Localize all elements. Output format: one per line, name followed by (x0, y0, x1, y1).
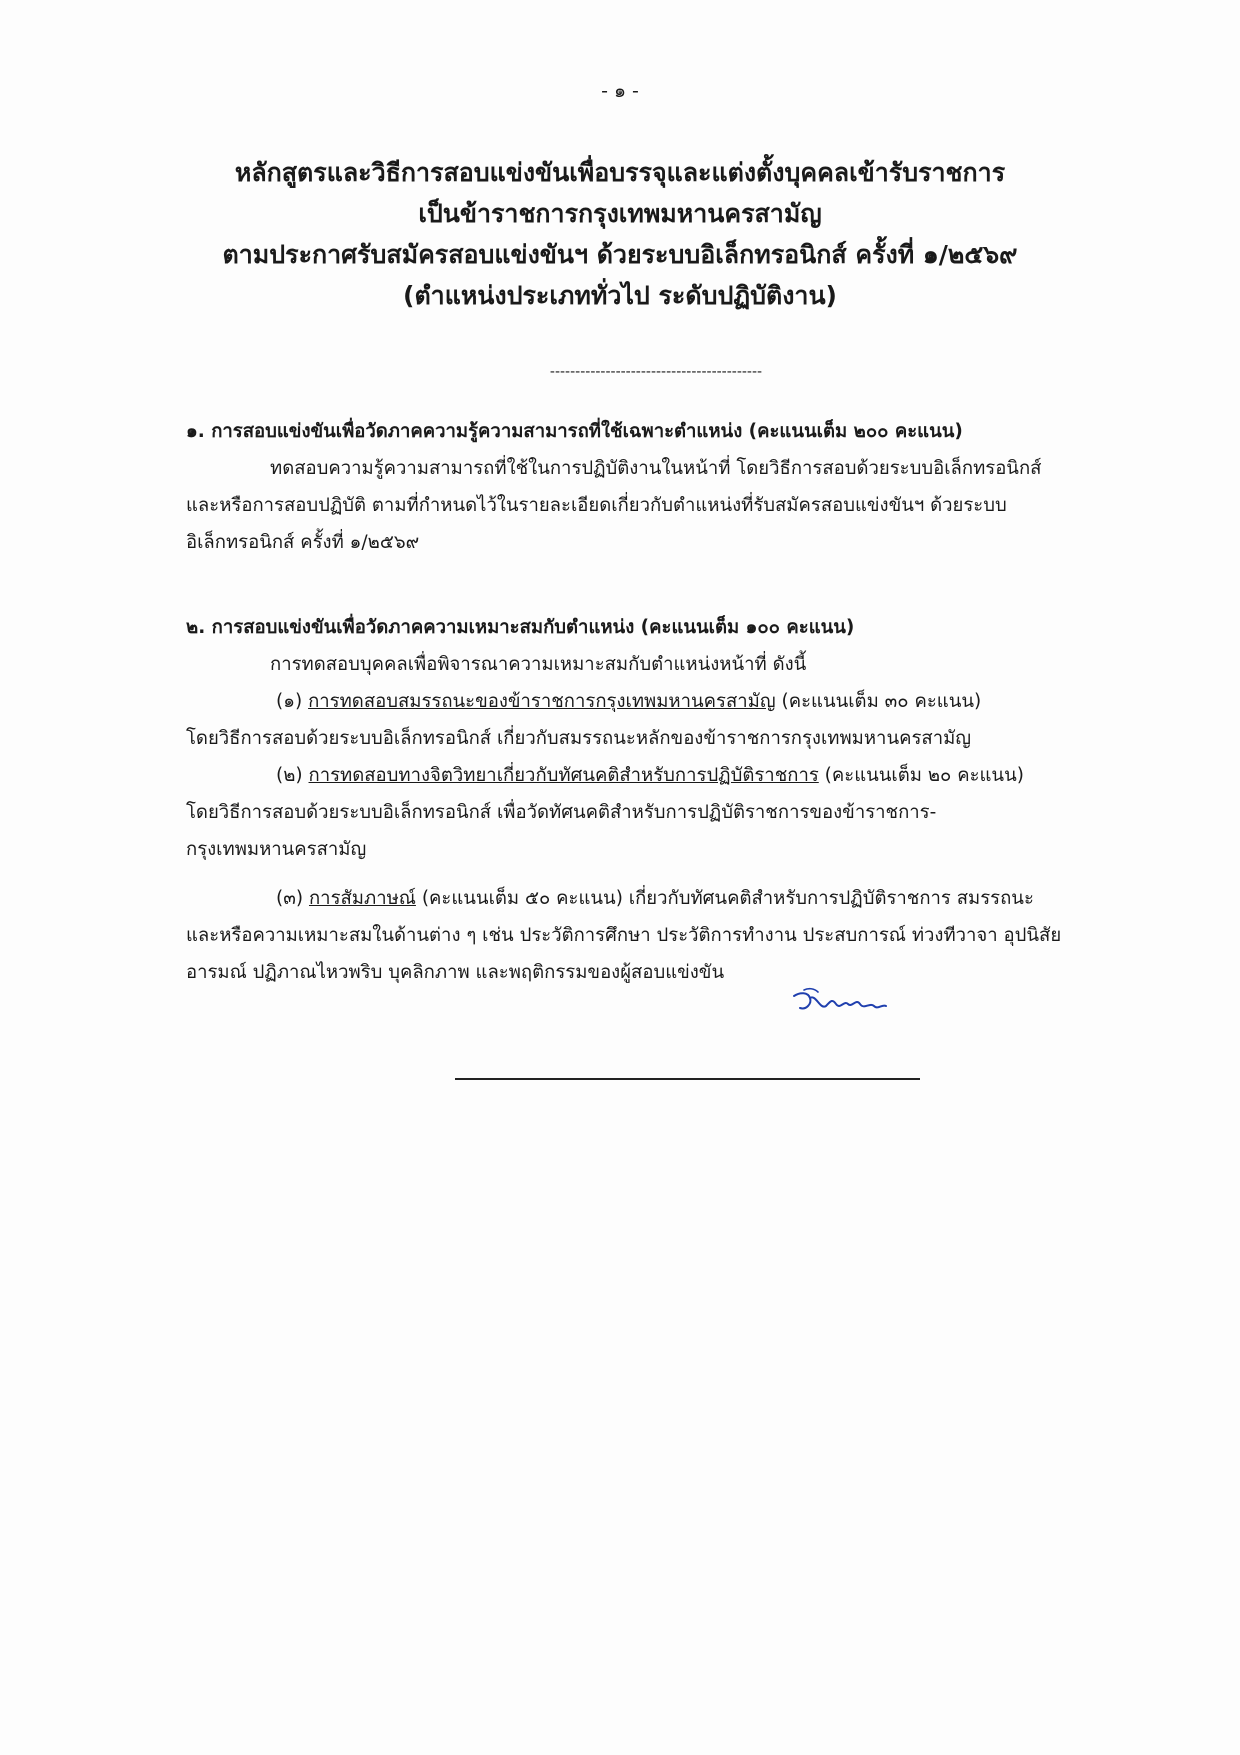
item-1-score: (คะแนนเต็ม ๓๐ คะแนน) (781, 691, 982, 712)
section-2-heading: ๒. การสอบแข่งขันเพื่อวัดภาคความเหมาะสมกับตำแหน่ง (คะแนนเต็ม ๑๐๐ คะแนน) (186, 617, 855, 638)
title-line-2: เป็นข้าราชการกรุงเทพมหานครสามัญ (418, 199, 822, 228)
section-1-paragraph-line-2: และหรือการสอบปฏิบัติ ตามที่กำหนดไว้ในรายละเอียดเกี่ยวกับตำแหน่งที่รับสมัครสอบแข่งขันฯ ด้วยระบบ (186, 495, 1007, 516)
end-of-content-rule (455, 1078, 920, 1080)
item-2-score: (คะแนนเต็ม ๒๐ คะแนน) (824, 765, 1024, 786)
title-line-4: (ตำแหน่งประเภททั่วไป ระดับปฏิบัติงาน) (403, 281, 837, 310)
item-2-description-line-2: กรุงเทพมหานครสามัญ (186, 839, 367, 860)
title-line-3: ตามประกาศรับสมัครสอบแข่งขันฯ ด้วยระบบอิเล็กทรอนิกส์ ครั้งที่ ๑/๒๕๖๙ (222, 240, 1018, 269)
section-1-paragraph-line-1: ทดสอบความรู้ความสามารถที่ใช้ในการปฏิบัติงานในหน้าที่ โดยวิธีการสอบด้วยระบบอิเล็กทรอนิกส์ (270, 458, 1042, 479)
item-1-description: โดยวิธีการสอบด้วยระบบอิเล็กทรอนิกส์ เกี่ยวกับสมรรถนะหลักของข้าราชการกรุงเทพมหานครสามัญ (186, 728, 972, 749)
section-1 (186, 413, 1126, 561)
item-3-title: การสัมภาษณ์ (308, 888, 416, 909)
item-1-title: การทดสอบสมรรถนะของข้าราชการกรุงเทพมหานครสามัญ (308, 691, 776, 712)
section-2-item-3 (186, 880, 1126, 917)
item-3-rest: (คะแนนเต็ม ๕๐ คะแนน) เกี่ยวกับทัศนคติสำหรับการปฏิบัติราชการ สมรรถนะ (421, 888, 1034, 909)
handwritten-signature (790, 986, 890, 1020)
item-2-title: การทดสอบทางจิตวิทยาเกี่ยวกับทัศนคติสำหรับการปฏิบัติราชการ (308, 765, 819, 786)
section-2 (186, 609, 1126, 991)
item-1-number: (๑) (276, 691, 303, 712)
item-2-number: (๒) (276, 765, 303, 786)
dashed-separator: ------------------------------------------ (549, 364, 763, 380)
item-2-description-line-1: โดยวิธีการสอบด้วยระบบอิเล็กทรอนิกส์ เพื่อวัดทัศนคติสำหรับการปฏิบัติราชการของข้าราชการ- (186, 802, 937, 823)
document-title (0, 152, 1240, 316)
item-3-description-line-2: อารมณ์ ปฏิภาณไหวพริบ บุคลิกภาพ และพฤติกรรมของผู้สอบแข่งขัน (186, 962, 725, 983)
section-1-heading: ๑. การสอบแข่งขันเพื่อวัดภาคความรู้ความสามารถที่ใช้เฉพาะตำแหน่ง (คะแนนเต็ม ๒๐๐ คะแนน) (186, 421, 963, 442)
title-line-1: หลักสูตรและวิธีการสอบแข่งขันเพื่อบรรจุและแต่งตั้งบุคคลเข้ารับราชการ (234, 158, 1006, 187)
section-2-item-1 (186, 683, 1126, 720)
item-3-number: (๓) (276, 888, 304, 909)
item-3-description-line-1: และหรือความเหมาะสมในด้านต่าง ๆ เช่น ประวัติการศึกษา ประวัติการทำงาน ประสบการณ์ ท่วงทีวาจา อุปนิสัย (186, 925, 1062, 946)
section-1-paragraph-line-3: อิเล็กทรอนิกส์ ครั้งที่ ๑/๒๕๖๙ (186, 532, 420, 553)
section-2-intro: การทดสอบบุคคลเพื่อพิจารณาความเหมาะสมกับตำแหน่งหน้าที่ ดังนี้ (270, 654, 807, 675)
section-2-item-2 (186, 757, 1126, 794)
page-number: - ๑ - (601, 80, 639, 102)
